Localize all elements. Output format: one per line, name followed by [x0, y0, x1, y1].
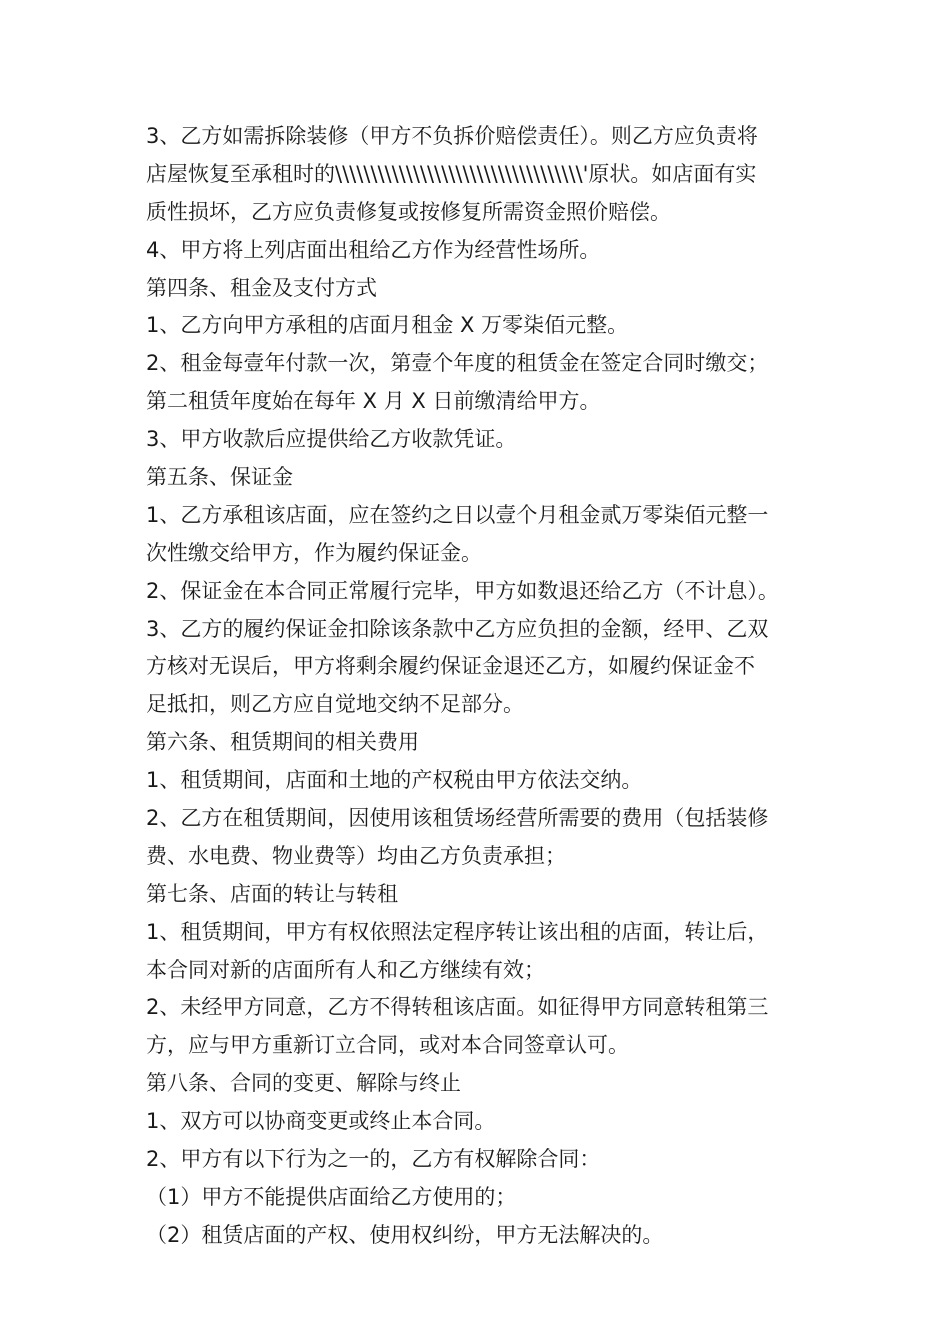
text-line: 3、乙方如需拆除装修（甲方不负拆价赔偿责任）。则乙方应负责将	[146, 124, 758, 148]
document-body	[146, 118, 826, 1255]
text-line: 2、租金每壹年付款一次，第壹个年度的租赁金在签定合同时缴交；	[146, 351, 769, 376]
text-line: 方，应与甲方重新订立合同，或对本合同签章认可。	[146, 1033, 629, 1058]
section-heading: 第七条、店面的转让与转租	[146, 881, 398, 906]
text-line: 1、双方可以协商变更或终止本合同。	[146, 1109, 496, 1134]
text-line: 1、租赁期间，店面和土地的产权税由甲方依法交纳。	[146, 768, 643, 793]
list-item: （2）租赁店面的产权、使用权纠纷，甲方无法解决的。	[146, 1222, 664, 1247]
text-line: 3、乙方的履约保证金扣除该条款中乙方应负担的金额，经甲、乙双	[146, 616, 769, 641]
text-line: 2、乙方在租赁期间，因使用该租赁场经营所需要的费用（包括装修	[146, 806, 769, 831]
text-line: 费、水电费、物业费等）均由乙方负责承担；	[146, 843, 566, 868]
section-heading: 第四条、租金及支付方式	[146, 275, 377, 300]
text-line: 2、甲方有以下行为之一的，乙方有权解除合同：	[146, 1147, 601, 1172]
text-line: 3、甲方收款后应提供给乙方收款凭证。	[146, 427, 517, 452]
text-line: 足抵扣，则乙方应自觉地交纳不足部分。	[146, 692, 524, 717]
text-line: 1、乙方承租该店面，应在签约之日以壹个月租金贰万零柒佰元整一	[146, 502, 769, 527]
text-line: 店屋恢复至承租时的\\\\\\\\\\\\\\\\\\\\\\\\\\\\\\\\\\\'原状。如店面有实	[146, 161, 757, 186]
text-line: 方核对无误后，甲方将剩余履约保证金退还乙方，如履约保证金不	[146, 654, 755, 679]
text-line: 2、未经甲方同意，乙方不得转租该店面。如征得甲方同意转租第三	[146, 995, 769, 1020]
text-line: 第二租赁年度始在每年 X 月 X 日前缴清给甲方。	[146, 389, 601, 414]
text-line: 质性损坏，乙方应负责修复或按修复所需资金照价赔偿。	[146, 199, 671, 224]
text-line: 1、乙方向甲方承租的店面月租金 X 万零柒佰元整。	[146, 313, 629, 338]
section-heading: 第八条、合同的变更、解除与终止	[146, 1071, 461, 1096]
text-line: 次性缴交给甲方，作为履约保证金。	[146, 540, 482, 565]
text-line: 4、甲方将上列店面出租给乙方作为经营性场所。	[146, 237, 601, 262]
text-line: 1、租赁期间，甲方有权依照法定程序转让该出租的店面，转让后，	[146, 919, 769, 944]
list-item: （1）甲方不能提供店面给乙方使用的；	[146, 1184, 517, 1209]
section-heading: 第六条、租赁期间的相关费用	[146, 730, 419, 755]
section-heading: 第五条、保证金	[146, 465, 293, 490]
text-line: 本合同对新的店面所有人和乙方继续有效；	[146, 957, 545, 982]
text-line: 2、保证金在本合同正常履行完毕，甲方如数退还给乙方（不计息）。	[146, 578, 779, 603]
